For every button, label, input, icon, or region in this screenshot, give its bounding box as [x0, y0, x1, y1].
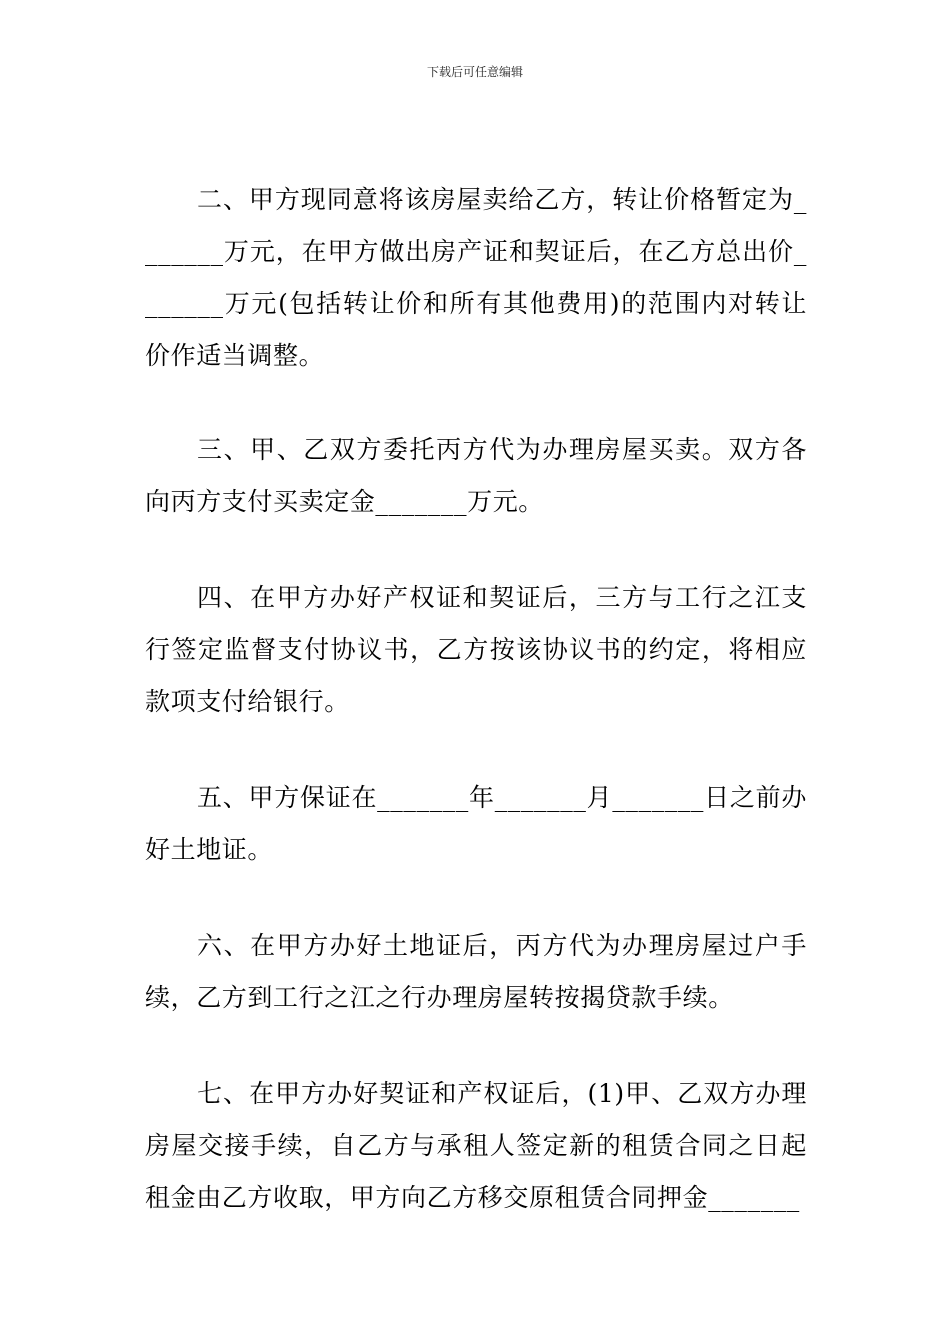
clause-7: 七、在甲方办好契证和产权证后，(1)甲、乙双方办理房屋交接手续，自乙方与承租人签定新的租赁合同之日起租金由乙方收取，甲方向乙方移交原租赁合同押金_______ — [145, 1079, 807, 1212]
clause-5: 五、甲方保证在_______年_______月_______日之前办好土地证。 — [145, 783, 807, 864]
clause-2: 二、甲方现同意将该房屋卖给乙方，转让价格暂定为_______万元，在甲方做出房产证和契证后，在乙方总出价_______万元(包括转让价和所有其他费用)的范围内对转让价作适当调整。 — [145, 185, 807, 370]
clause-6: 六、在甲方办好土地证后，丙方代为办理房屋过户手续，乙方到工行之江之行办理房屋转按揭贷款手续。 — [145, 931, 807, 1012]
clause-3: 三、甲、乙双方委托丙方代为办理房屋买卖。双方各向丙方支付买卖定金_______万元。 — [145, 435, 807, 516]
page-header-note: 下载后可任意编辑 — [426, 65, 523, 79]
clause-4: 四、在甲方办好产权证和契证后，三方与工行之江支行签定监督支付协议书，乙方按该协议书的约定，将相应款项支付给银行。 — [145, 583, 807, 716]
